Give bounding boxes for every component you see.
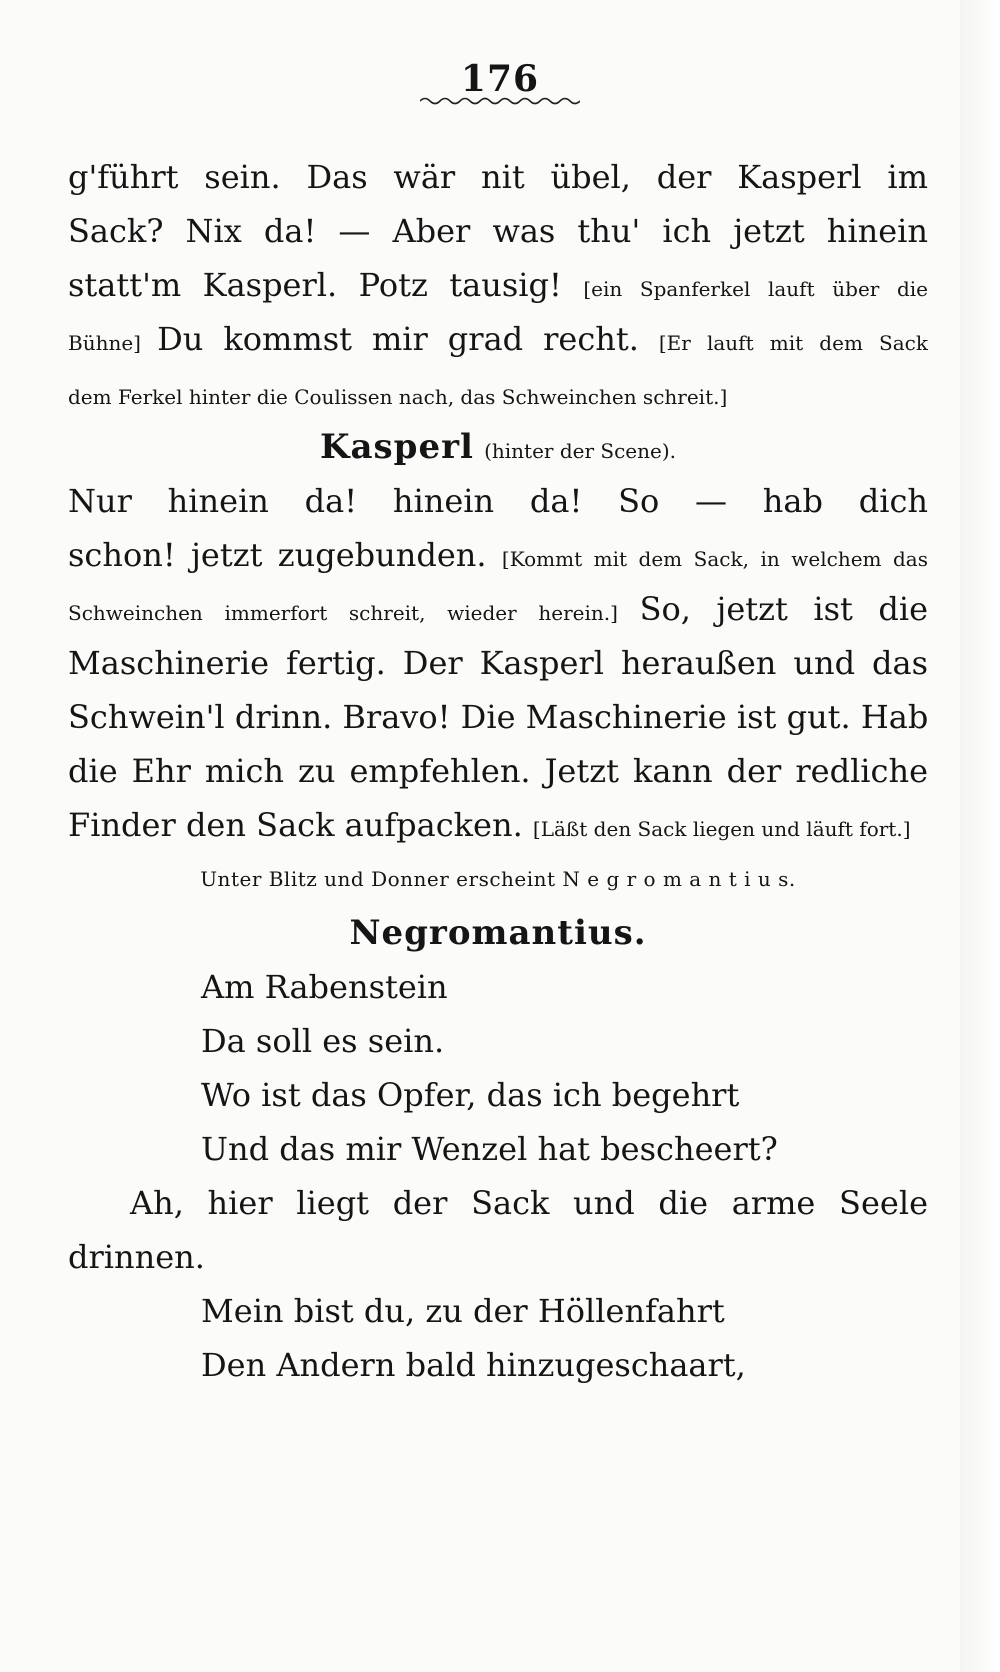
text-line — [68, 582, 928, 636]
verse-block-2 — [68, 1284, 928, 1392]
text-line: drinnen. — [68, 1238, 205, 1276]
verse-line: Mein bist du, zu der Höllenfahrt — [201, 1292, 725, 1330]
spoken-text: statt'm Kasperl. Potz tausig! — [68, 266, 584, 304]
text-line — [68, 474, 928, 528]
text-line — [68, 744, 928, 798]
text-body — [68, 150, 928, 1392]
text-line — [68, 798, 928, 852]
text-line — [68, 204, 928, 258]
verse-line: Den Andern bald hinzugeschaart, — [201, 1346, 746, 1384]
speaker-name: Kasperl — [319, 427, 474, 467]
stage-direction: dem Ferkel hinter die Coulissen nach, das Schweinchen schreit.] — [68, 385, 728, 409]
prose-block-3 — [68, 1176, 928, 1284]
prose-block-2 — [68, 474, 928, 852]
verse-line: Wo ist das Opfer, das ich begehrt — [201, 1076, 740, 1114]
spoken-text: So, jetzt ist die — [639, 590, 928, 628]
verse-block-1 — [68, 960, 928, 1176]
text-line — [68, 366, 928, 420]
text-line — [68, 528, 928, 582]
stage-direction-center: Unter Blitz und Donner erscheint N e g r o m a n t i u s. — [200, 867, 796, 891]
spoken-text: die Ehr mich zu empfehlen. Jetzt kann der redliche — [68, 752, 928, 790]
speaker-note: (hinter der Scene). — [484, 439, 677, 463]
speaker-heading-kasperl — [68, 420, 928, 474]
speaker-name: Negromantius. — [349, 913, 647, 953]
stage-direction: Bühne] — [68, 331, 158, 355]
stage-direction: [Läßt den Sack liegen und läuft fort.] — [532, 817, 911, 841]
verse-line: Und das mir Wenzel hat bescheert? — [201, 1130, 778, 1168]
text-line — [68, 150, 928, 204]
text-line — [68, 258, 928, 312]
text-line: Ah, hier liegt der Sack und die arme Seele — [130, 1184, 928, 1222]
verse-line: Da soll es sein. — [201, 1022, 445, 1060]
page-number: 176 — [460, 58, 540, 100]
text-line — [68, 636, 928, 690]
stage-direction: [ein Spanferkel lauft über die — [583, 277, 928, 301]
spoken-text: Du kommst mir grad recht. — [157, 320, 659, 358]
spoken-text: Schwein'l drinn. Bravo! Die Maschinerie ist gut. Hab — [68, 698, 928, 736]
page-edge-shadow — [960, 0, 1000, 1672]
text-line — [68, 312, 928, 366]
speaker-heading-negromantius — [68, 906, 928, 960]
spoken-text: g'führt sein. Das wär nit übel, der Kasperl im — [68, 158, 928, 196]
stage-direction: Schweinchen immerfort schreit, wieder herein.] — [68, 601, 640, 625]
spoken-text: Finder den Sack aufpacken. — [68, 806, 533, 844]
spoken-text: Sack? Nix da! — Aber was thu' ich jetzt hinein — [68, 212, 928, 250]
verse-line: Am Rabenstein — [201, 968, 448, 1006]
spoken-text: schon! jetzt zugebunden. — [68, 536, 502, 574]
spoken-text: Maschinerie fertig. Der Kasperl heraußen und das — [68, 644, 928, 682]
stage-direction: [Er lauft mit dem Sack — [658, 331, 928, 355]
wavy-rule-ornament — [420, 96, 580, 106]
text-line — [68, 690, 928, 744]
prose-block-1 — [68, 150, 928, 420]
stage-direction: [Kommt mit dem Sack, in welchem das — [501, 547, 928, 571]
spoken-text: Nur hinein da! hinein da! So — hab dich — [68, 482, 928, 520]
